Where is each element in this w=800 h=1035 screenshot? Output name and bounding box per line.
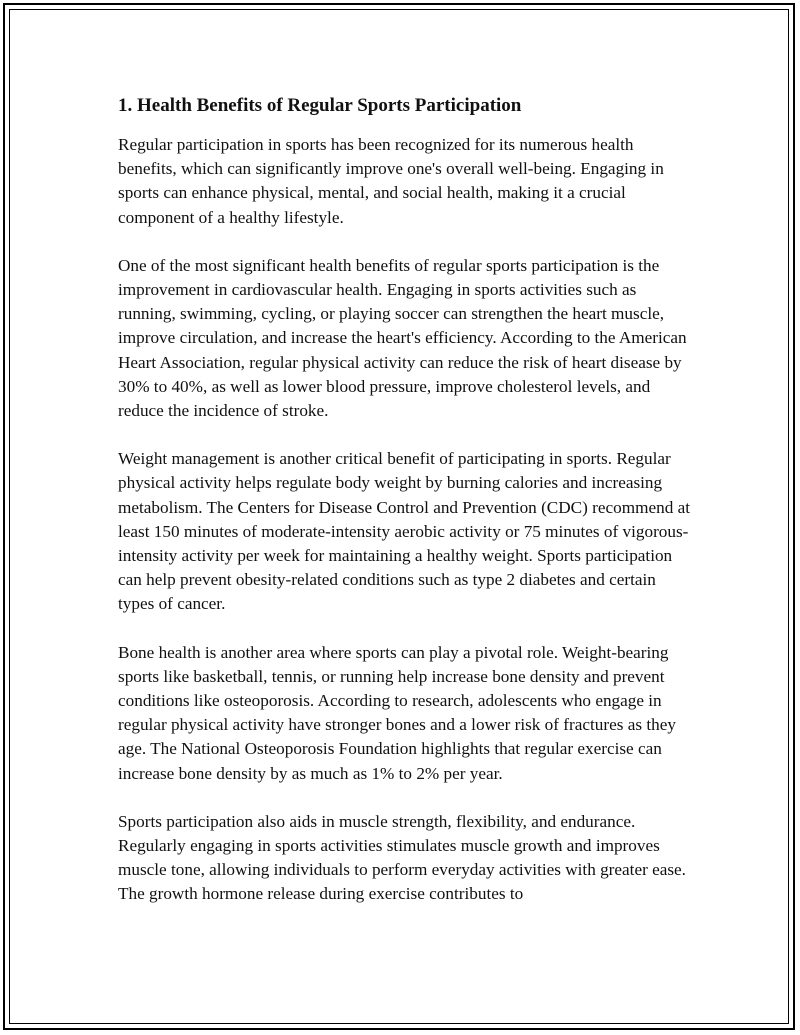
paragraph-cardiovascular: One of the most significant health benefits of regular sports participation is the improvement in cardiovascular health. Engaging in sports activities such as running, swimming, cycling, or playing soccer can strengthen the heart muscle, improve circulation, and increase the heart's efficiency. According to the American Heart Association, regular physical activity can reduce the risk of heart disease by 30% to 40%, as well as lower blood pressure, improve cholesterol levels, and reduce the incidence of stroke.: [118, 255, 687, 421]
paragraph-bone-health: Bone health is another area where sports can play a pivotal role. Weight-bearing sports like basketball, tennis, or running help increase bone density and prevent conditions like osteoporosis. According to research, adolescents who engage in regular physical activity have stronger bones and a lower risk of fractures as they age. The National Osteoporosis Foundation highlights that regular exercise can increase bone density by as much as 1% to 2% per year.: [118, 642, 676, 783]
document-body: [118, 93, 690, 931]
paragraph-muscle-strength: Sports participation also aids in muscle strength, flexibility, and endurance. Regularly engaging in sports activities stimulates muscle growth and improves muscle tone, allowing individuals to perform everyday activities with greater ease. The growth hormone release during exercise contributes to: [118, 811, 686, 904]
section-title: 1. Health Benefits of Regular Sports Participation: [118, 95, 522, 116]
paragraph-intro: Regular participation in sports has been recognized for its numerous health benefits, which can significantly improve one's overall well-being. Engaging in sports can enhance physical, mental, and social health, making it a crucial component of a healthy lifestyle.: [118, 135, 664, 227]
paragraph-weight-management: Weight management is another critical benefit of participating in sports. Regular physical activity helps regulate body weight by burning calories and increasing metabolism. The Centers for Disease Control and Prevention (CDC) recommend at least 150 minutes of moderate-intensity aerobic activity or 75 minutes of vigorous-intensity activity per week for maintaining a healthy weight. Sports participation can help prevent obesity-related conditions such as type 2 diabetes and certain types of cancer.: [118, 449, 690, 614]
